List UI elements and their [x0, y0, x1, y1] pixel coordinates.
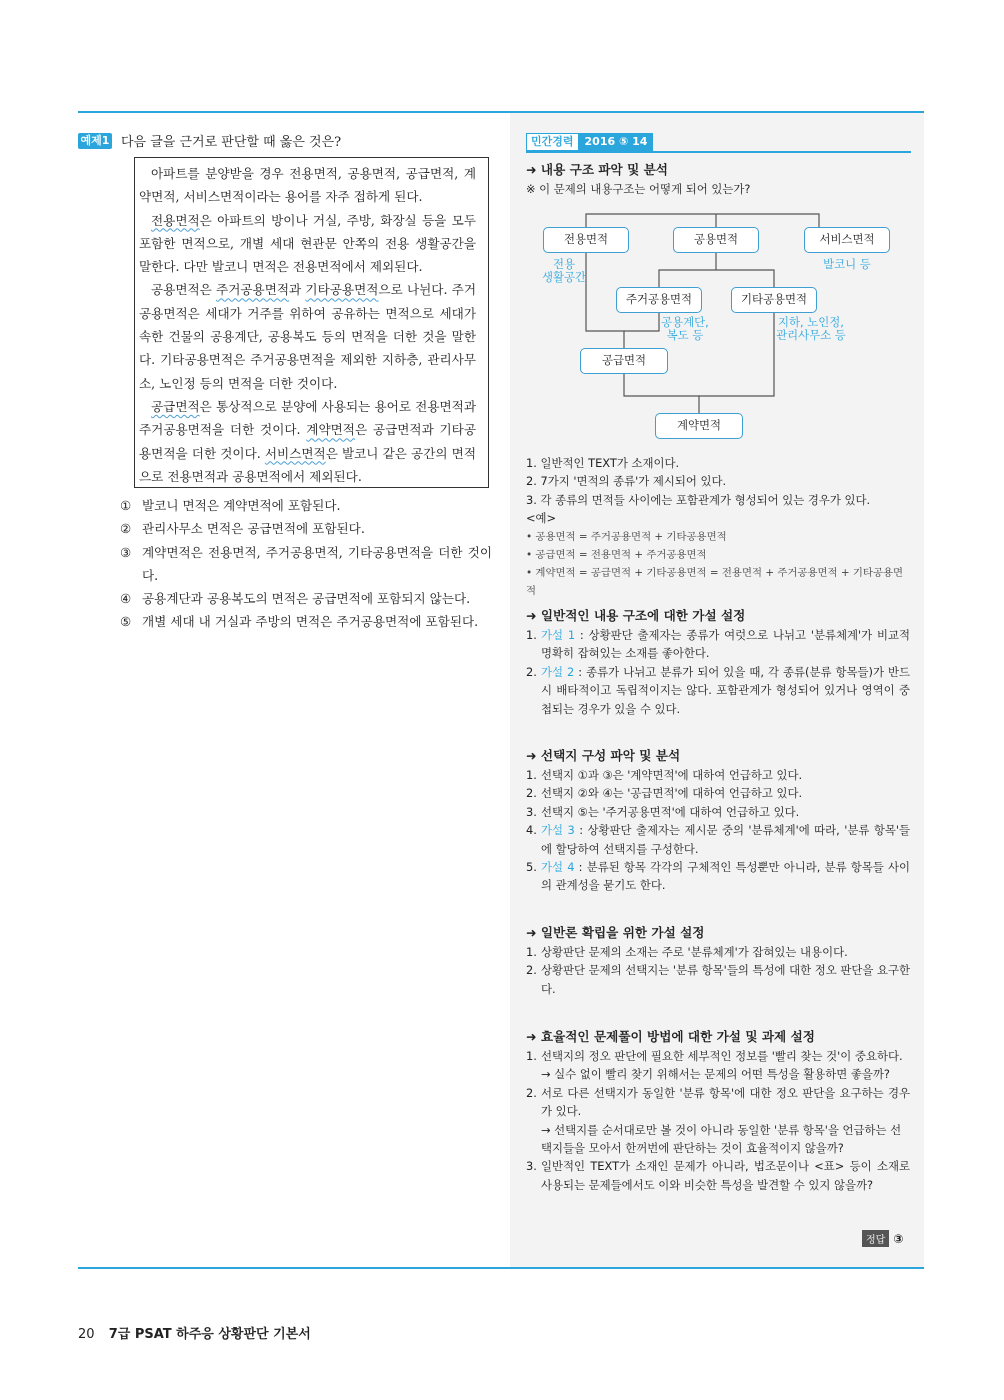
section-heading: ➜ 일반론 확립을 위한 가설 설정: [526, 925, 705, 940]
box-exclusive-area: 전용면적: [543, 227, 629, 253]
example-label: <예>: [526, 511, 557, 526]
item-body: : 분류된 항목 각각의 구체적인 특성뿐만 아니라, 분류 항목들 사이의 관계성을 묻기도 한다.: [541, 860, 910, 893]
choice-text: 관리사무소 면적은 공급면적에 포함된다.: [142, 521, 365, 537]
underlined-term: 서비스면적: [264, 445, 326, 461]
area-structure-diagram: [526, 206, 910, 456]
item-body: 상황판단 문제의 소재는 주로 '분류체계'가 잡혀있는 내용이다.: [541, 945, 848, 959]
choice-text: 공용계단과 공용복도의 면적은 공급면적에 포함되지 않는다.: [142, 591, 471, 607]
section-heading: ➜ 일반적인 내용 구조에 대한 가설 설정: [526, 608, 746, 623]
note-stairs-corridor: 공용계단, 복도 등: [661, 315, 709, 342]
list-item: 2. 7가지 '면적의 종류'가 제시되어 있다.: [526, 474, 727, 489]
underlined-term: 기타공용면적: [305, 282, 379, 298]
choice-item: [120, 610, 492, 633]
choice-number: ②: [120, 521, 132, 537]
passage-text: 은 공급면적과 기타공용면적을 더한 것이다.: [139, 422, 476, 461]
underlined-term: 전용면적: [151, 212, 200, 228]
passage-paragraph: [139, 278, 476, 394]
bullet-item: • 계약면적 = 공급면적 + 기타공용면적 = 전용면적 + 주거공용면적 + 기타공용면적: [526, 567, 904, 598]
passage-text: 과: [289, 282, 306, 298]
item-number: 3.: [526, 1159, 537, 1174]
item-text: [541, 766, 910, 784]
source-tag: [526, 133, 653, 151]
item-text: [541, 803, 910, 821]
item-text: [541, 784, 910, 802]
underlined-term: 주거공용면적: [216, 282, 290, 298]
choice-number: ④: [120, 591, 132, 607]
bullet-item: • 공급면적 = 전용면적 + 주거공용면적: [526, 548, 707, 561]
item-number: 1.: [526, 945, 537, 959]
hypothesis-label: 가설 4: [541, 860, 575, 875]
question-text: 다음 글을 근거로 판단할 때 옳은 것은?: [121, 135, 342, 150]
list-item: [526, 1084, 910, 1121]
box-service-area: 서비스면적: [804, 227, 890, 253]
passage-text: 공용면적은: [151, 282, 217, 298]
item-body: 상황판단 문제의 선택지는 '분류 항목'들의 특성에 대한 정오 판단을 요구한다.: [541, 963, 910, 996]
section-hypothesis-structure: [526, 606, 910, 718]
source-rule: [526, 151, 911, 153]
item-body: : 상황판단 출제자는 종류가 여럿으로 나뉘고 '분류체계'가 비교적 명확히 잡혀있는 소재를 좋아한다.: [541, 628, 910, 661]
passage-text: 으로 나뉜다. 주거공용면적은 세대가 거주를 위하여 공유하는 면적으로 세대가 속한 건물의 공용계단, 공용복도 등의 면적을 더한 것을 말한다. 기타공용면적은 주거공용면적을 제외한 지하층, 관리사무소, 노인정 등의 면적을 더한 것이다.: [139, 282, 476, 391]
passage-box: [134, 157, 489, 488]
answer-label: 정답: [862, 1230, 889, 1247]
section-heading: ➜ 선택지 구성 파악 및 분석: [526, 748, 681, 763]
choice-number: ⑤: [120, 614, 132, 630]
note-balcony: 발코니 등: [823, 257, 871, 271]
item-body: : 종류가 나뉘고 분류가 되어 있을 때, 각 종류(분류 항목들)가 반드시 배타적이고 독립적이지는 않다. 포함관계가 형성되어 있거나 영역이 중첩되는 경우가 있을 수 있다.: [541, 664, 910, 716]
section-choice-analysis: [526, 746, 910, 895]
item-number: 4.: [526, 823, 537, 838]
list-item: [526, 1157, 910, 1194]
section-structure-items: [526, 454, 910, 600]
list-item: 1. 일반적인 TEXT가 소재이다.: [526, 456, 680, 470]
box-other-common-area: 기타공용면적: [731, 287, 817, 313]
source-year: 2016 ⑤ 14: [579, 133, 654, 151]
section-efficient-method: [526, 1027, 910, 1194]
item-number: 2.: [526, 786, 537, 801]
choice-text: 개별 세대 내 거실과 주방의 면적은 주거공용면적에 포함된다.: [142, 614, 479, 630]
choice-text: 발코니 면적은 계약면적에 포함된다.: [142, 498, 341, 513]
item-number: 1.: [526, 628, 537, 642]
item-number: 1.: [526, 1049, 537, 1063]
example-badge: 예제1: [78, 133, 112, 149]
item-text: [541, 961, 910, 998]
underlined-term: 계약면적: [306, 422, 355, 438]
box-common-area: 공용면적: [673, 227, 759, 253]
bottom-rule: [78, 1267, 924, 1269]
choice-number: ③: [120, 544, 132, 560]
section-heading: ➜ 효율적인 문제풀이 방법에 대한 가설 및 과제 설정: [526, 1029, 815, 1044]
choice-item: [120, 494, 492, 517]
item-body: 선택지 ①과 ③은 '계약면적'에 대하여 언급하고 있다.: [541, 768, 803, 782]
page-number: 20: [78, 1327, 95, 1342]
choice-item: [120, 517, 492, 540]
choice-number: ①: [120, 498, 132, 513]
box-contract-area: 계약면적: [655, 413, 743, 439]
item-body: 일반적인 TEXT가 소재인 문제가 아니라, 법조문이나 <표> 등이 소재로 사용되는 문제들에서도 이와 비슷한 특성을 발견할 수 있지 않을까?: [541, 1159, 910, 1192]
item-text: [541, 626, 910, 663]
passage-text: 아파트를 분양받을 경우 전용면적, 공용면적, 공급면적, 계약면적, 서비스면적이라는 용어를 자주 접하게 된다.: [139, 166, 476, 205]
list-item: [526, 943, 910, 961]
item-number: 3.: [526, 804, 537, 819]
list-item: [526, 626, 910, 663]
section-subheading: ※ 이 문제의 내용구조는 어떻게 되어 있는가?: [526, 182, 751, 196]
hypothesis-label: 가설 3: [541, 823, 575, 838]
item-number: 2.: [526, 963, 537, 978]
hypothesis-label: 가설 2: [541, 664, 575, 679]
list-item: [526, 858, 910, 895]
passage-paragraph: [139, 395, 476, 488]
list-item: [526, 821, 910, 858]
box-supply-area: 공급면적: [580, 348, 668, 374]
follow-up-question: → 실수 없이 빨리 찾기 위해서는 문제의 어떤 특성을 활용하면 좋을까?: [541, 1067, 890, 1082]
passage-text: 은 아파트의 방이나 거실, 주방, 화장실 등을 모두 포함한 면적으로, 개별 세대 현관문 안쪽의 전용 생활공간을 말한다. 다만 발코니 면적은 전용면적에서 제외된다.: [139, 212, 476, 275]
choice-item: [120, 587, 492, 610]
item-body: 선택지 ⑤는 '주거공용면적'에 대하여 언급하고 있다.: [541, 804, 800, 819]
answer-value: ③: [893, 1231, 904, 1246]
choice-text: 계약면적은 전용면적, 주거공용면적, 기타공용면적을 더한 것이다.: [142, 544, 492, 583]
book-title: 7급 PSAT 하주응 상황판단 기본서: [108, 1327, 311, 1342]
list-item: [526, 663, 910, 718]
page-footer: [78, 1323, 311, 1342]
item-body: 서로 다른 선택지가 동일한 '분류 항목'에 대한 정오 판단을 요구하는 경우가 있다.: [541, 1085, 910, 1119]
hypothesis-label: 가설 1: [541, 628, 576, 642]
item-text: [541, 663, 910, 718]
item-text: [541, 1084, 910, 1121]
item-body: 선택지 ②와 ④는 '공급면적'에 대하여 언급하고 있다.: [541, 786, 803, 801]
item-number: 1.: [526, 768, 537, 782]
underlined-term: 공급면적: [151, 398, 200, 414]
list-item: [526, 961, 910, 998]
passage-paragraph: [139, 209, 476, 279]
follow-up-question: → 선택지를 순서대로만 볼 것이 아니라 동일한 '분류 항목'을 언급하는 선택지들을 모아서 한꺼번에 판단하는 것이 효율적이지 않을까?: [541, 1122, 902, 1156]
answer-box: [862, 1230, 904, 1247]
item-body: 선택지의 정오 판단에 필요한 세부적인 정보를 '빨리 찾는 것'이 중요하다.: [541, 1049, 903, 1063]
note-exclusive-living: 전용 생활공간: [541, 257, 586, 284]
section-structure-header: [526, 160, 910, 198]
item-text: [541, 858, 910, 895]
item-number: 2.: [526, 664, 537, 679]
item-text: [541, 943, 910, 961]
note-basement-office: 지하, 노인정, 관리사무소 등: [776, 315, 846, 342]
choice-item: [120, 541, 492, 588]
section-heading: ➜ 내용 구조 파악 및 분석: [526, 162, 668, 177]
source-label: 민간경력: [526, 133, 579, 151]
item-text: [541, 821, 910, 858]
item-number: 5.: [526, 860, 537, 875]
bullet-item: • 공용면적 = 주거공용면적 + 기타공용면적: [526, 530, 727, 543]
list-item: [526, 766, 910, 784]
list-item: 3. 각 종류의 면적들 사이에는 포함관계가 형성되어 있는 경우가 있다.: [526, 492, 871, 507]
passage-paragraph: [139, 162, 476, 209]
item-body: : 상황판단 출제자는 제시문 중의 '분류체계'에 따라, '분류 항목'들에 할당하여 선택지를 구성한다.: [541, 823, 911, 856]
passage-text: 은 통상적으로 분양에 사용되는 용어로 전용면적과 주거공용면적을 더한 것이다.: [139, 398, 476, 438]
passage-text: 은 발코니 같은 공간의 면적으로 전용면적과 공용면적에서 제외된다.: [139, 445, 476, 484]
item-number: 2.: [526, 1085, 537, 1100]
list-item: [526, 803, 910, 821]
item-text: [541, 1047, 910, 1065]
item-text: [541, 1157, 910, 1194]
box-residential-common-area: 주거공용면적: [616, 287, 702, 313]
list-item: [526, 1047, 910, 1065]
choice-list: [120, 494, 492, 634]
section-general-hypothesis: [526, 923, 910, 998]
list-item: [526, 784, 910, 802]
